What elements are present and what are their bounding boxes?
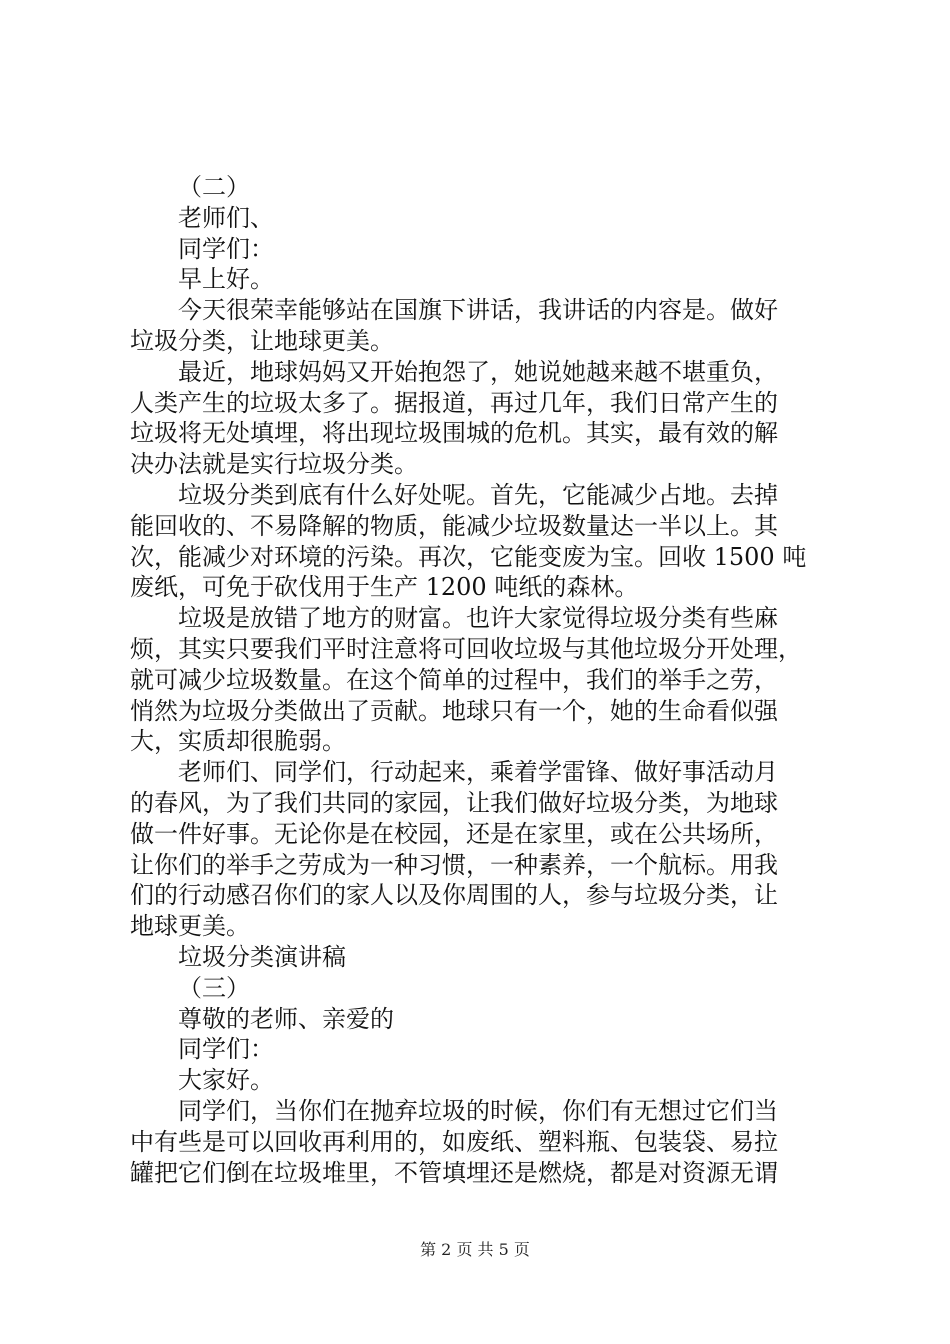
text-line: 悄然为垃圾分类做出了贡献。地球只有一个，她的生命看似强: [130, 696, 778, 725]
text-line: 同学们：: [178, 1035, 274, 1064]
text-line: 垃圾分类，让地球更美。: [130, 326, 394, 355]
text-line: 人类产生的垃圾太多了。据报道，再过几年，我们日常产生的: [130, 388, 778, 417]
page-footer: [0, 1240, 950, 1260]
text-line: （二）: [178, 173, 250, 201]
document-body: [130, 172, 830, 1188]
text-line: 们的行动感召你们的家人以及你周围的人，参与垃圾分类，让: [130, 881, 778, 910]
text-line: 早上好。: [178, 265, 274, 294]
text-line: 大，实质却很脆弱。: [130, 727, 346, 756]
text-line: 中有些是可以回收再利用的，如废纸、塑料瓶、包装袋、易拉: [130, 1127, 778, 1156]
text-line: 大家好。: [178, 1066, 274, 1095]
text-line: 同学们，当你们在抛弃垃圾的时候，你们有无想过它们当: [178, 1096, 778, 1125]
text-line: 垃圾分类演讲稿: [178, 942, 346, 971]
page-number-label: 第 2 页 共 5 页: [420, 1240, 530, 1259]
text-line: 废纸，可免于砍伐用于生产 1200 吨纸的森林。: [130, 573, 639, 602]
text-line: 同学们：: [178, 234, 274, 263]
text-line: 就可减少垃圾数量。在这个简单的过程中，我们的举手之劳，: [130, 665, 778, 694]
text-line: 决办法就是实行垃圾分类。: [130, 450, 418, 479]
text-line: （三）: [178, 973, 250, 1002]
text-line: 罐把它们倒在垃圾堆里，不管填埋还是燃烧，都是对资源无谓: [130, 1158, 778, 1187]
text-line: 垃圾将无处填埋，将出现垃圾围城的危机。其实，最有效的解: [130, 419, 778, 448]
text-line: 今天很荣幸能够站在国旗下讲话，我讲话的内容是。做好: [178, 296, 778, 325]
text-line: 老师们、同学们，行动起来，乘着学雷锋、做好事活动月: [178, 758, 778, 787]
text-line: 次，能减少对环境的污染。再次，它能变废为宝。回收 1500 吨: [130, 542, 807, 571]
text-line: 做一件好事。无论你是在校园，还是在家里，或在公共场所，: [130, 819, 778, 848]
text-line: 垃圾是放错了地方的财富。也许大家觉得垃圾分类有些麻: [178, 604, 778, 633]
text-line: 烦，其实只要我们平时注意将可回收垃圾与其他垃圾分开处理，: [130, 634, 802, 663]
text-line: 的春风，为了我们共同的家园，让我们做好垃圾分类，为地球: [130, 788, 778, 817]
text-line: 老师们、: [178, 203, 274, 232]
text-line: 让你们的举手之劳成为一种习惯，一种素养，一个航标。用我: [130, 850, 778, 879]
text-line: 地球更美。: [130, 912, 250, 941]
text-line: 尊敬的老师、亲爱的: [178, 1004, 394, 1033]
text-line: 垃圾分类到底有什么好处呢。首先，它能减少占地。去掉: [178, 480, 778, 509]
text-line: 能回收的、不易降解的物质，能减少垃圾数量达一半以上。其: [130, 511, 778, 540]
text-line: 最近，地球妈妈又开始抱怨了，她说她越来越不堪重负，: [178, 357, 778, 386]
